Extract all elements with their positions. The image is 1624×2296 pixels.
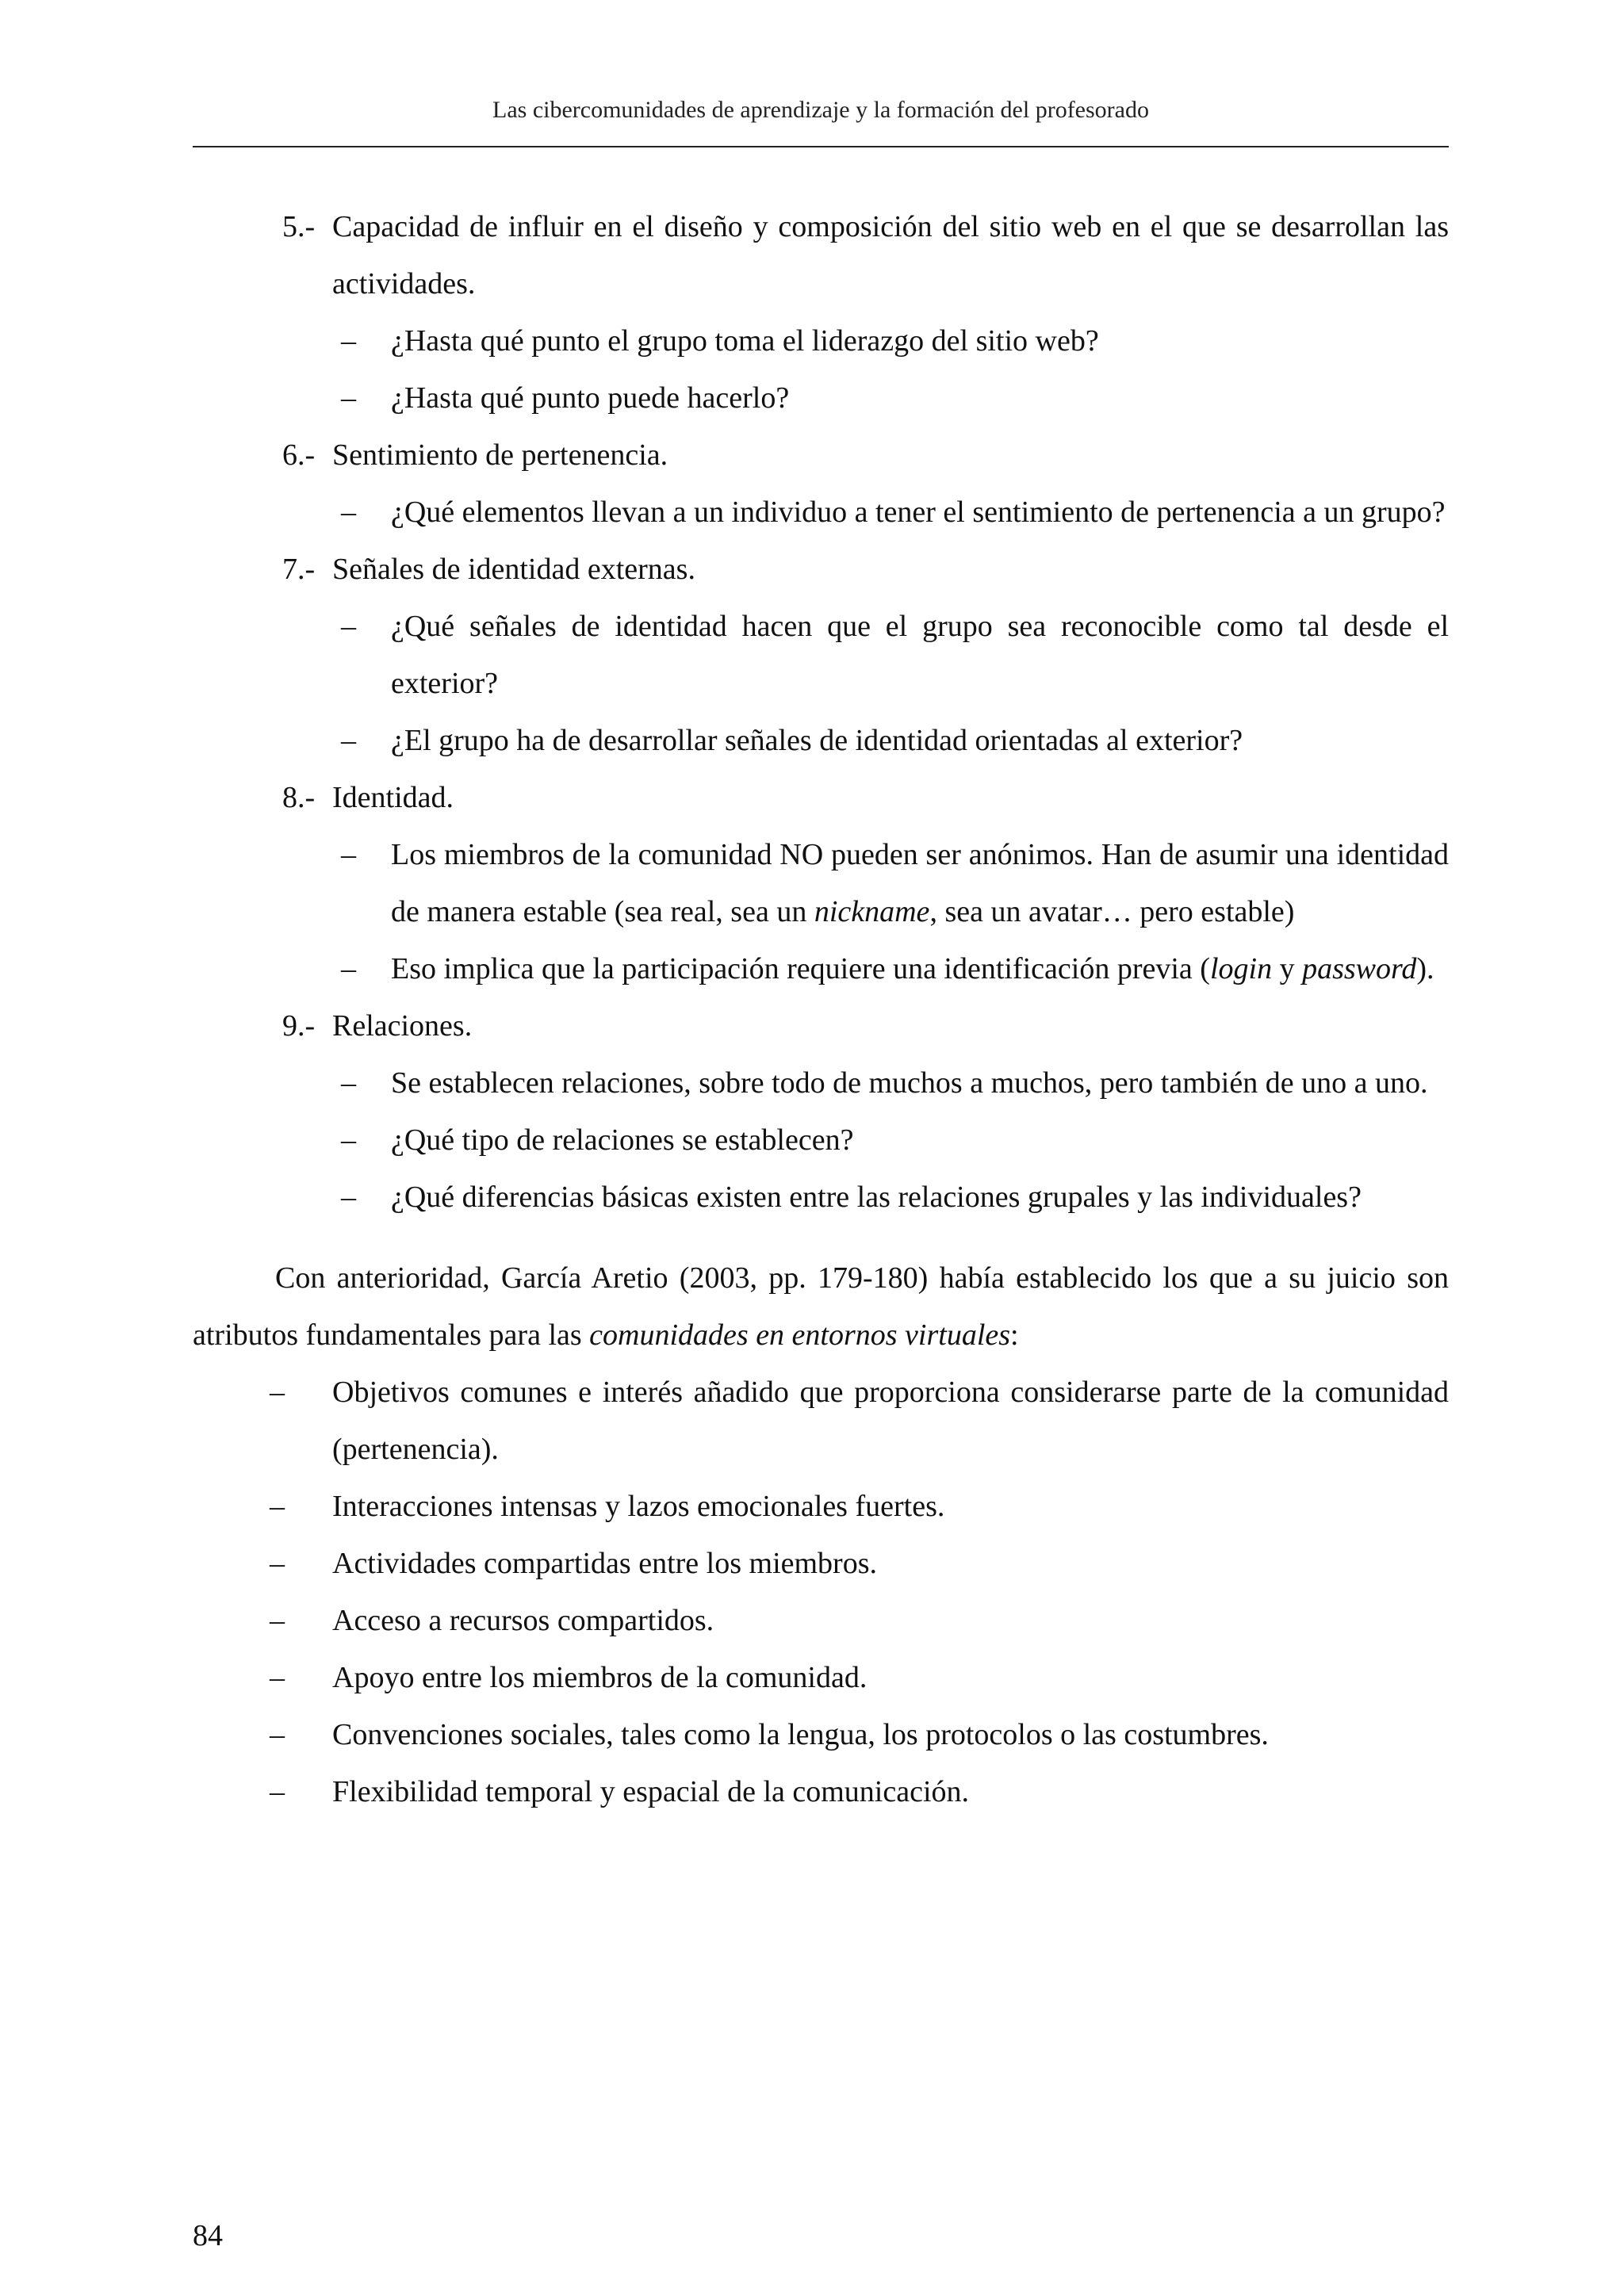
- attribute-text: Convenciones sociales, tales como la lengua, los protocolos o las costumbres.: [332, 1718, 1269, 1751]
- dash-bullet: –: [341, 952, 356, 985]
- item-text: Sentimiento de pertenencia.: [332, 438, 668, 472]
- dash-bullet: –: [270, 1604, 285, 1637]
- sub-list-item: [193, 484, 1449, 541]
- dash-bullet: –: [270, 1376, 285, 1409]
- attribute-text: Apoyo entre los miembros de la comunidad.: [332, 1661, 868, 1694]
- attribute-item: [193, 1535, 1449, 1592]
- page-body: [193, 198, 1449, 1820]
- sub-item-text: ¿El grupo ha de desarrollar señales de identidad orientadas al exterior?: [391, 724, 1243, 757]
- sub-list-item: [193, 940, 1449, 997]
- item-number: 5.-: [282, 210, 316, 243]
- dash-bullet: –: [341, 1181, 356, 1214]
- list-item: [193, 541, 1449, 598]
- attribute-item: [193, 1364, 1449, 1478]
- attribute-item: [193, 1763, 1449, 1820]
- attribute-item: [193, 1706, 1449, 1763]
- sub-item-text: ¿Qué elementos llevan a un individuo a tener el sentimiento de pertenencia a un grupo?: [391, 496, 1446, 529]
- item-text: Capacidad de influir en el diseño y composición del sitio web en el que se desarrollan las actividades.: [332, 210, 1449, 300]
- list-item: [193, 427, 1449, 484]
- item-number: 8.-: [282, 781, 316, 814]
- sub-list-item: [193, 712, 1449, 769]
- dash-bullet: –: [270, 1547, 285, 1580]
- dash-bullet: –: [341, 324, 356, 358]
- criteria-list: [193, 198, 1449, 1226]
- sub-item-text: ¿Hasta qué punto el grupo toma el liderazgo del sitio web?: [391, 324, 1099, 358]
- page-number: 84: [193, 2219, 223, 2252]
- list-item: [193, 769, 1449, 826]
- dash-bullet: –: [341, 1066, 356, 1100]
- item-number: 7.-: [282, 553, 316, 586]
- sub-list-item: [193, 826, 1449, 940]
- attribute-text: Interacciones intensas y lazos emocionales fuertes.: [332, 1490, 945, 1523]
- dash-bullet: –: [270, 1718, 285, 1751]
- attribute-text: Actividades compartidas entre los miembros.: [332, 1547, 877, 1580]
- sub-list-item: [193, 1054, 1449, 1112]
- sub-item-text: ¿Qué diferencias básicas existen entre las relaciones grupales y las individuales?: [391, 1181, 1362, 1214]
- dash-bullet: –: [341, 496, 356, 529]
- sub-list-item: [193, 1169, 1449, 1226]
- body-paragraph: Con anterioridad, García Aretio (2003, pp. 179-180) había establecido los que a su juicio son atributos fundamentales para las comunidades en entornos virtuales:: [193, 1261, 1449, 1352]
- dash-bullet: –: [270, 1775, 285, 1808]
- sub-item-text: Los miembros de la comunidad NO pueden ser anónimos. Han de asumir una identidad de manera estable (sea real, sea un nickname, sea un avatar… pero estable): [391, 838, 1449, 928]
- dash-bullet: –: [270, 1661, 285, 1694]
- sub-item-text: Se establecen relaciones, sobre todo de muchos a muchos, pero también de uno a uno.: [391, 1066, 1428, 1100]
- sub-item-text: ¿Hasta qué punto puede hacerlo?: [391, 381, 790, 415]
- item-text: Señales de identidad externas.: [332, 553, 695, 586]
- dash-bullet: –: [341, 838, 356, 871]
- sub-list-item: [193, 1112, 1449, 1169]
- attribute-text: Acceso a recursos compartidos.: [332, 1604, 714, 1637]
- sub-list-item: [193, 598, 1449, 712]
- list-item: [193, 997, 1449, 1054]
- header-rule: [193, 146, 1449, 147]
- list-item: [193, 198, 1449, 312]
- dash-bullet: –: [341, 724, 356, 757]
- dash-bullet: –: [341, 381, 356, 415]
- item-number: 6.-: [282, 438, 316, 472]
- attribute-text: Flexibilidad temporal y espacial de la comunicación.: [332, 1775, 970, 1808]
- sub-item-text: Eso implica que la participación requiere una identificación previa (login y password).: [391, 952, 1434, 985]
- attribute-item: [193, 1592, 1449, 1649]
- item-number: 9.-: [282, 1009, 316, 1043]
- attributes-list: [193, 1364, 1449, 1820]
- sub-item-text: ¿Qué tipo de relaciones se establecen?: [391, 1123, 854, 1157]
- dash-bullet: –: [270, 1490, 285, 1523]
- dash-bullet: –: [341, 1123, 356, 1157]
- sub-list-item: [193, 312, 1449, 369]
- attribute-item: [193, 1649, 1449, 1706]
- item-text: Relaciones.: [332, 1009, 473, 1043]
- item-text: Identidad.: [332, 781, 454, 814]
- sub-item-text: ¿Qué señales de identidad hacen que el grupo sea reconocible como tal desde el exterior?: [391, 610, 1449, 700]
- running-header: Las cibercomunidades de aprendizaje y la formación del profesorado: [492, 97, 1149, 123]
- sub-list-item: [193, 369, 1449, 427]
- attribute-text: Objetivos comunes e interés añadido que proporciona considerarse parte de la comunidad (pertenencia).: [332, 1376, 1449, 1466]
- dash-bullet: –: [341, 610, 356, 643]
- attribute-item: [193, 1478, 1449, 1535]
